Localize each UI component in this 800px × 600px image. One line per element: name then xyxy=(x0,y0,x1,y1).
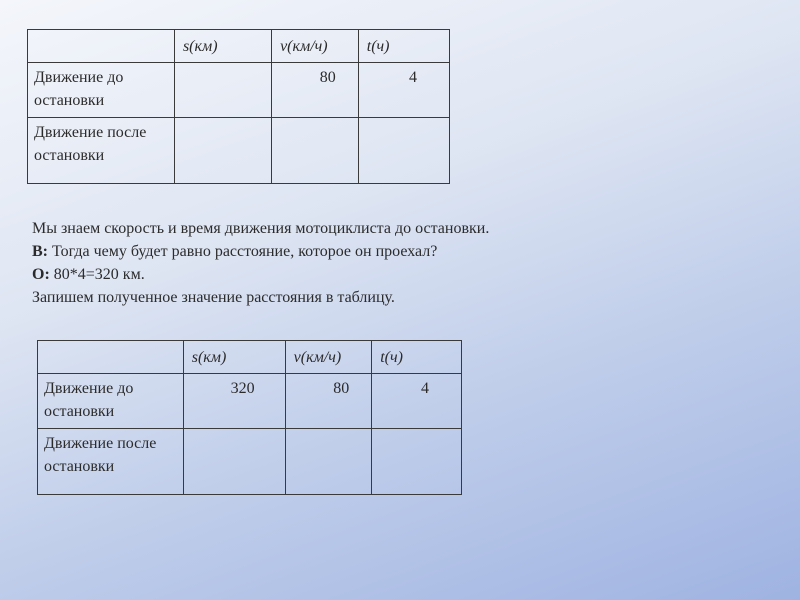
table-row xyxy=(28,63,450,118)
row-label: Движение до остановки xyxy=(28,63,175,118)
table-row xyxy=(38,429,462,495)
header-cell-empty xyxy=(38,341,184,374)
question-text: Тогда чему будет равно расстояние, которое он проехал? xyxy=(48,243,438,260)
header-cell-speed: v(км/ч) xyxy=(272,30,359,63)
question-prefix: В: xyxy=(32,243,48,260)
distance-cell xyxy=(183,429,285,495)
row-label: Движение после остановки xyxy=(38,429,184,495)
header-cell-empty xyxy=(28,30,175,63)
table-row xyxy=(38,374,462,429)
time-cell: 4 xyxy=(372,374,462,429)
distance-cell xyxy=(174,118,271,184)
explanation-line: Запишем полученное значение расстояния в таблицу. xyxy=(32,289,395,306)
time-cell xyxy=(372,429,462,495)
answer-line xyxy=(32,263,752,286)
table-header-row xyxy=(38,341,462,374)
explanation-line: Мы знаем скорость и время движения мотоциклиста до остановки. xyxy=(32,220,490,237)
speed-cell xyxy=(272,118,359,184)
explanation-text xyxy=(32,217,752,309)
answer-prefix: О: xyxy=(32,266,50,283)
motion-table-before xyxy=(27,29,450,184)
distance-cell: 320 xyxy=(183,374,285,429)
header-cell-time: t(ч) xyxy=(358,30,449,63)
question-line xyxy=(32,240,752,263)
speed-cell: 80 xyxy=(272,63,359,118)
motion-table-after xyxy=(37,340,462,495)
header-cell-distance: s(км) xyxy=(174,30,271,63)
table-row xyxy=(28,118,450,184)
row-label: Движение после остановки xyxy=(28,118,175,184)
header-cell-time: t(ч) xyxy=(372,341,462,374)
answer-text: 80*4=320 км. xyxy=(49,266,145,283)
time-cell xyxy=(358,118,449,184)
speed-cell: 80 xyxy=(285,374,372,429)
time-cell: 4 xyxy=(358,63,449,118)
header-cell-distance: s(км) xyxy=(183,341,285,374)
distance-cell xyxy=(174,63,271,118)
header-cell-speed: v(км/ч) xyxy=(285,341,372,374)
row-label: Движение до остановки xyxy=(38,374,184,429)
speed-cell xyxy=(285,429,372,495)
table-header-row xyxy=(28,30,450,63)
